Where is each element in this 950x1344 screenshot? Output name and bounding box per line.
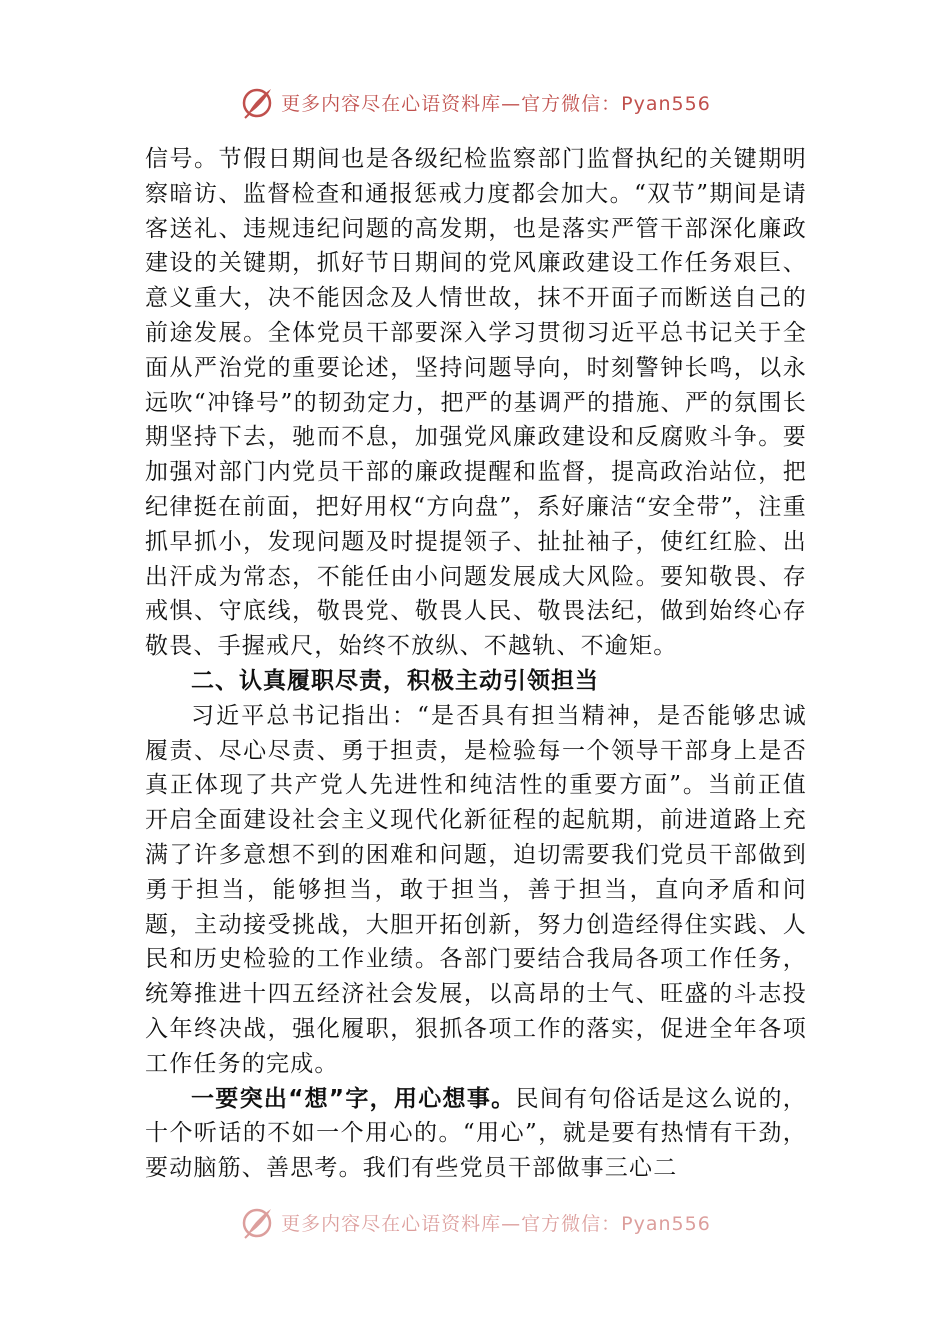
feather-pen-logo-icon xyxy=(239,84,275,120)
watermark-footer xyxy=(0,1200,950,1244)
watermark-text: 更多内容尽在心语资料库—官方微信：Pyan556 xyxy=(281,92,711,115)
watermark-text: 更多内容尽在心语资料库—官方微信：Pyan556 xyxy=(281,1212,711,1235)
section-heading: 二、认真履职尽责，积极主动引领担当 xyxy=(191,667,599,694)
point-one-body: 民间有句俗话是这么说的，十个听话的不如一个用心的。“用心”，就是要有热情有干劲，要动脑筋、善思考。我们有些党员干部做事三心二 xyxy=(145,1085,807,1182)
paragraph-point-one xyxy=(145,1082,807,1186)
document-body xyxy=(145,142,807,1186)
paragraph-continued: 信号。节假日期间也是各级纪检监察部门监督执纪的关键期明察暗访、监督检查和通报惩戒力度都会加大。“双节”期间是请客送礼、违规违纪问题的高发期，也是落实严管干部深化廉政建设的关键期，抓好节日期间的党风廉政建设工作任务艰巨、意义重大，决不能因念及人情世故，抹不开面子而断送自己的前途发展。全体党员干部要深入学习贯彻习近平总书记关于全面从严治党的重要论述，坚持问题导向，时刻警钟长鸣，以永远吹“冲锋号”的韧劲定力，把严的基调严的措施、严的氛围长期坚持下去，驰而不息，加强党风廉政建设和反腐败斗争。要加强对部门内党员干部的廉政提醒和监督，提高政治站位，把纪律挺在前面，把好用权“方向盘”，系好廉洁“安全带”，注重抓早抓小，发现问题及时提提领子、扯扯袖子，使红红脸、出出汗成为常态，不能任由小问题发展成大风险。要知敬畏、存戒惧、守底线，敬畏党、敬畏人民、敬畏法纪，做到始终心存敬畏、手握戒尺，始终不放纵、不越轨、不逾矩。 xyxy=(145,146,807,660)
point-one-lead: 一要突出“想”字，用心想事。 xyxy=(191,1085,516,1112)
paragraph-quote: 习近平总书记指出：“是否具有担当精神，是否能够忠诚履责、尽心尽责、勇于担责，是检验每一个领导干部身上是否真正体现了共产党人先进性和纯洁性的重要方面”。当前正值开启全面建设社会主义现代化新征程的起航期，前进道路上充满了许多意想不到的困难和问题，迫切需要我们党员干部做到勇于担当，能够担当，敢于担当，善于担当，直向矛盾和问题，主动接受挑战，大胆开拓创新，努力创造经得住实践、人民和历史检验的工作业绩。各部门要结合我局各项工作任务，统筹推进十四五经济社会发展，以高昂的士气、旺盛的斗志投入年终决战，强化履职，狠抓各项工作的落实，促进全年各项工作任务的完成。 xyxy=(145,702,807,1077)
feather-pen-logo-icon xyxy=(239,1204,275,1240)
watermark-header xyxy=(0,82,950,122)
